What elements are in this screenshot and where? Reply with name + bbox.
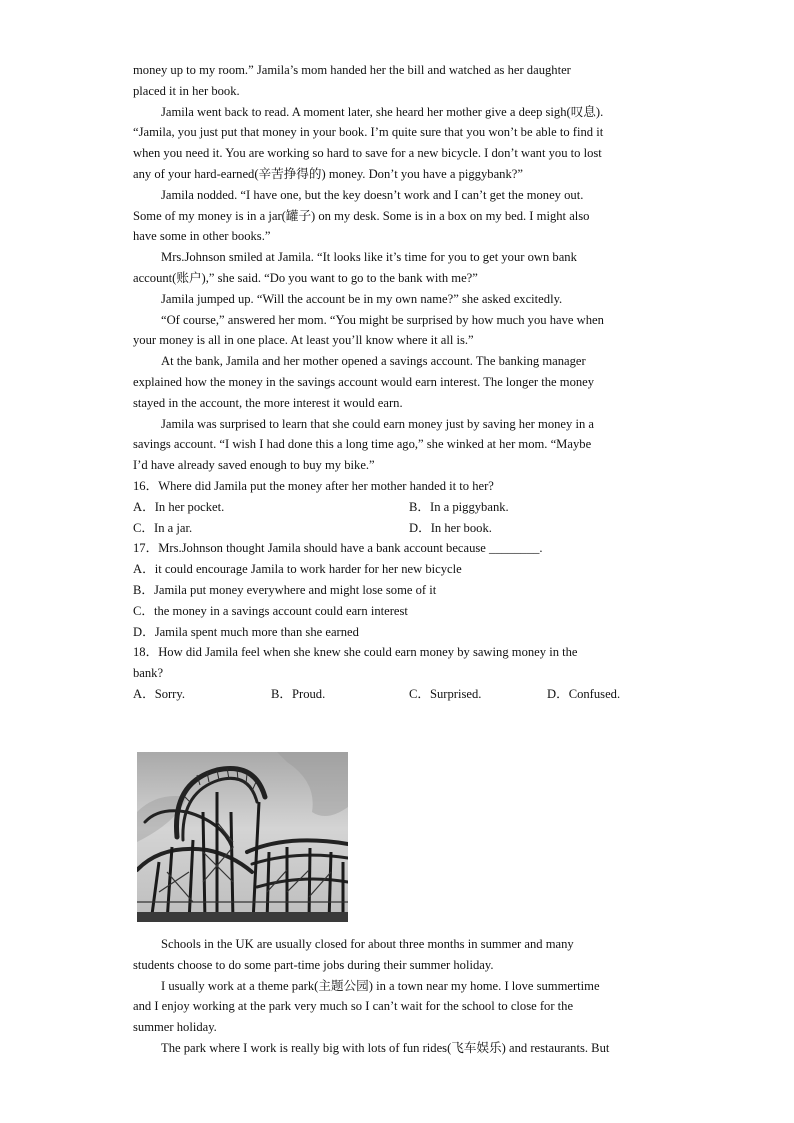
text-line: savings account. “I wish I had done this a long time ago,” she winked at her mom. “Maybe: [133, 437, 592, 452]
text-line: At the bank, Jamila and her mother opened a savings account. The banking manager: [161, 354, 586, 369]
option-c[interactable]: C．the money in a savings account could earn interest: [133, 603, 408, 618]
text-line: your money is all in one place. At least you’ll know where it all is.”: [133, 333, 474, 348]
question-17: [133, 538, 663, 642]
text-line: “Of course,” answered her mom. “You might be surprised by how much you have when: [161, 312, 604, 327]
text-line: “Jamila, you just put that money in your book. I’m quite sure that you won’t be able to find it: [133, 125, 604, 140]
text-line: Some of my money is in a jar(罐子) on my desk. Some is in a box on my bed. I might also: [133, 208, 590, 223]
roller-coaster-photo: [137, 752, 348, 922]
question-16: [133, 476, 663, 538]
text-line: account(账户),” she said. “Do you want to go to the bank with me?”: [133, 270, 478, 285]
text-line: any of your hard-earned(辛苦挣得的) money. Don’t you have a piggybank?”: [133, 166, 523, 181]
options-row: [133, 518, 663, 539]
option-d[interactable]: D．Confused.: [547, 686, 621, 701]
option-d[interactable]: D．Jamila spent much more than she earned: [133, 624, 359, 639]
passage-one: [133, 60, 663, 705]
text-line: students choose to do some part-time jobs during their summer holiday.: [133, 957, 494, 972]
option-b[interactable]: B．Jamila put money everywhere and might lose some of it: [133, 582, 437, 597]
option-b[interactable]: B．Proud.: [271, 686, 326, 701]
options-row: [133, 684, 663, 705]
text-line: I’d have already saved enough to buy my bike.”: [133, 458, 375, 473]
option-a[interactable]: A．In her pocket.: [133, 499, 225, 514]
text-line: have some in other books.”: [133, 229, 271, 244]
option-d[interactable]: D．In her book.: [409, 520, 492, 535]
question-stem: 16．Where did Jamila put the money after her mother handed it to her?: [133, 478, 494, 493]
option-a[interactable]: A．it could encourage Jamila to work harder for her new bicycle: [133, 562, 462, 577]
option-a[interactable]: A．Sorry.: [133, 686, 186, 701]
text-line: Jamila was surprised to learn that she could earn money just by saving her money in a: [161, 416, 594, 431]
text-line: when you need it. You are working so hard to save for a new bicycle. I don’t want you to lost: [133, 146, 602, 161]
text-line: stayed in the account, the more interest it would earn.: [133, 395, 403, 410]
question-stem-continued: bank?: [133, 666, 164, 681]
text-line: The park where I work is really big with lots of fun rides(飞车娱乐) and restaurants. But: [161, 1040, 610, 1055]
text-line: Jamila went back to read. A moment later, she heard her mother give a deep sigh(叹息).: [161, 104, 604, 119]
text-line: explained how the money in the savings account would earn interest. The longer the money: [133, 374, 595, 389]
option-c[interactable]: C．Surprised.: [409, 686, 482, 701]
text-line: and I enjoy working at the park very much so I can’t wait for the school to close for the: [133, 999, 574, 1014]
option-b[interactable]: B．In a piggybank.: [409, 499, 509, 514]
options-row: [133, 497, 663, 518]
text-line: money up to my room.” Jamila’s mom handed her the bill and watched as her daughter: [133, 63, 571, 77]
text-line: summer holiday.: [133, 1020, 217, 1035]
text-line: Schools in the UK are usually closed for about three months in summer and many: [161, 937, 574, 951]
passage-two: [133, 934, 663, 1059]
text-line: placed it in her book.: [133, 83, 240, 98]
text-line: I usually work at a theme park(主题公园) in a town near my home. I love summertime: [161, 978, 600, 993]
text-line: Jamila nodded. “I have one, but the key doesn’t work and I can’t get the money out.: [161, 187, 584, 202]
question-stem: 18．How did Jamila feel when she knew she could earn money by sawing money in the: [133, 645, 578, 660]
option-c[interactable]: C．In a jar.: [133, 520, 193, 535]
text-line: Mrs.Johnson smiled at Jamila. “It looks like it’s time for you to get your own bank: [161, 250, 577, 265]
text-line: Jamila jumped up. “Will the account be in my own name?” she asked excitedly.: [161, 291, 563, 306]
question-18: [133, 642, 663, 704]
question-stem: 17．Mrs.Johnson thought Jamila should have a bank account because ________.: [133, 541, 543, 556]
